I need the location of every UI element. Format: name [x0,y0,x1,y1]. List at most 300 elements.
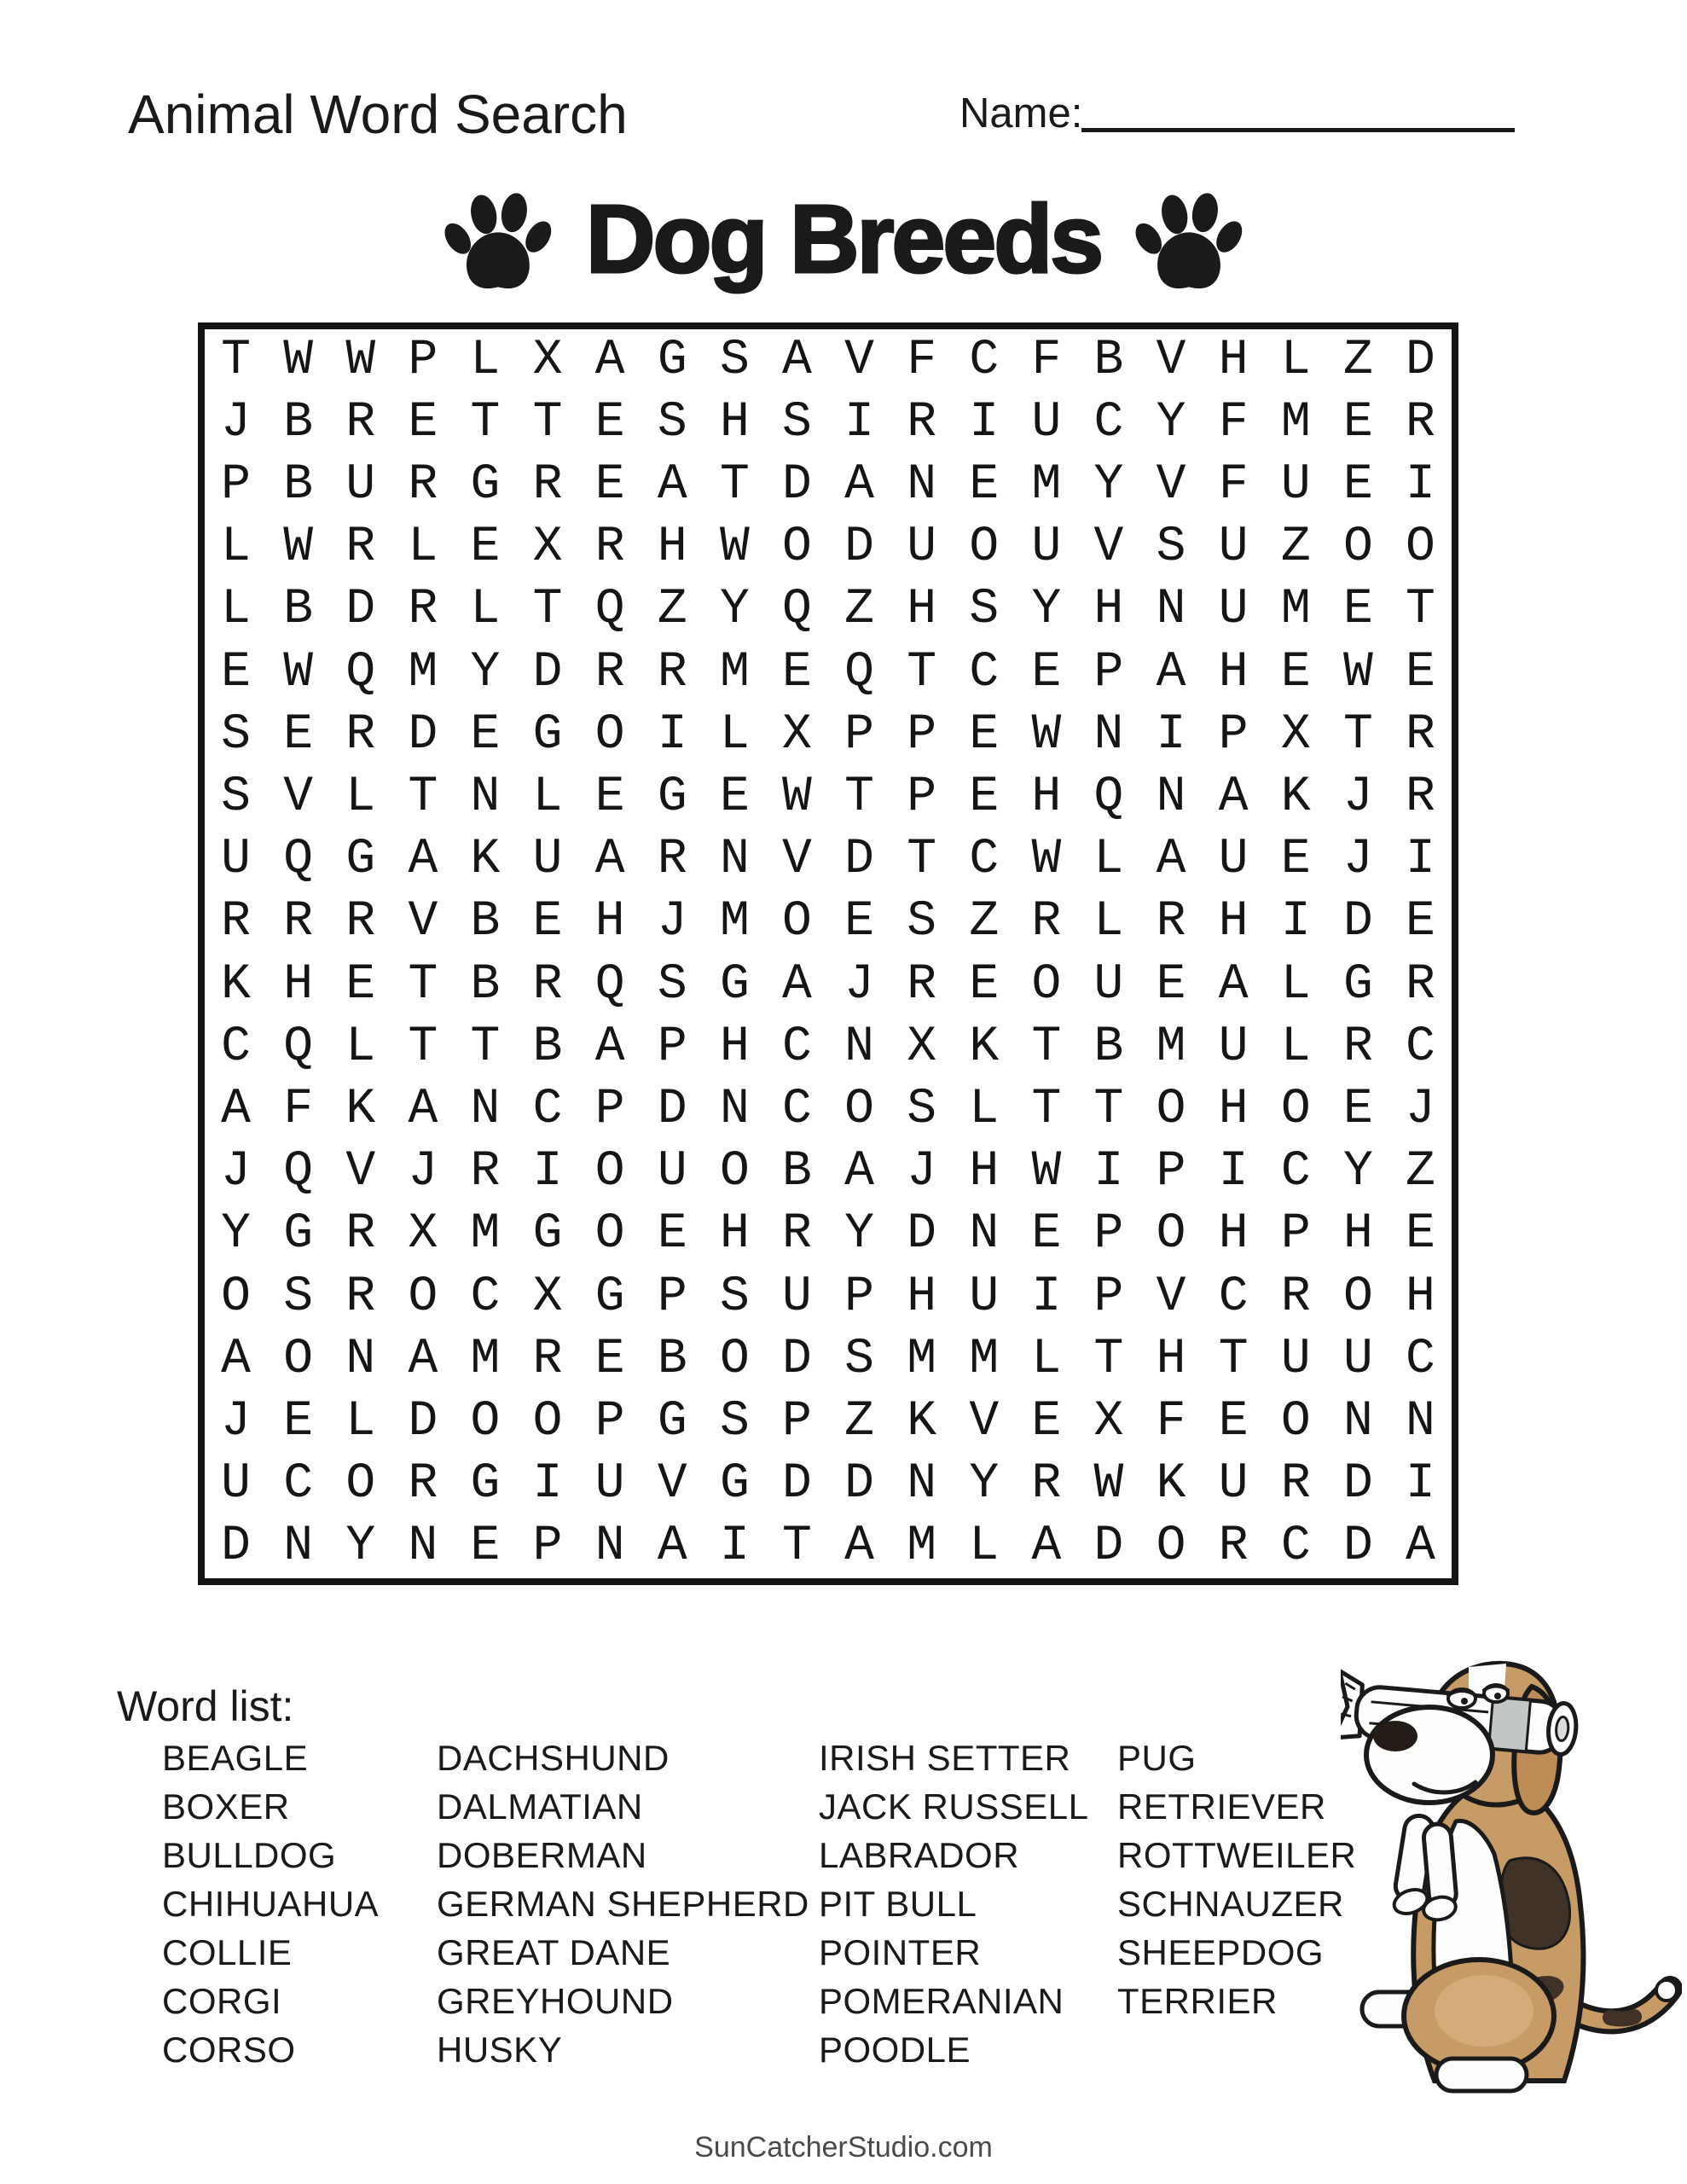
grid-letter: I [657,706,687,763]
grid-letter: R [1406,956,1435,1013]
grid-letter: S [719,1393,750,1449]
grid-letter: A [844,1144,874,1200]
grid-letter: M [1031,456,1062,513]
grid-letter: O [969,520,1000,576]
grid-letter: B [283,456,314,513]
grid-letter: V [1156,332,1186,388]
grid-letter: W [345,332,376,388]
grid-letter: K [470,832,501,888]
grid-letter: T [1093,1331,1124,1387]
grid-letter: V [969,1393,1000,1449]
grid-letter: D [657,1081,687,1137]
grid-letter: V [345,1144,376,1200]
grid-letter: E [594,456,625,513]
grid-letter: R [1342,1019,1373,1075]
grid-letter: O [221,1269,251,1325]
grid-letter: M [719,644,750,700]
grid-letter: A [657,1519,687,1575]
grid-letter: R [532,1331,563,1387]
grid-letter: C [1218,1269,1249,1325]
grid-letter: N [1342,1393,1373,1449]
grid-letter: W [1031,706,1062,763]
grid-letter: T [719,456,750,513]
word-list-item: BOXER [162,1786,290,1827]
grid-letter: D [1342,1519,1373,1575]
word-list-item: JACK RUSSELL [819,1786,1089,1827]
grid-letter: E [969,456,1000,513]
puzzle-title-row [0,179,1687,299]
grid-letter: D [1342,1456,1373,1513]
grid-letter: T [470,1019,501,1075]
grid-letter: E [969,706,1000,763]
grid-letter: T [1031,1019,1062,1075]
grid-letter: I [1218,1144,1249,1200]
grid-letter: K [1156,1456,1186,1513]
grid-letter: E [283,706,314,763]
grid-letter: O [1342,520,1373,576]
grid-letter: B [1093,1019,1124,1075]
grid-letter: R [907,394,937,450]
grid-letter: F [1218,394,1249,450]
grid-letter: F [1156,1393,1186,1449]
grid-letter: E [1342,582,1373,638]
grid-letter: T [1218,1331,1249,1387]
grid-letter: L [345,1019,376,1075]
grid-letter: A [594,1019,625,1075]
grid-letter: Q [594,956,625,1013]
grid-letter: H [1156,1331,1186,1387]
grid-letter: E [1406,894,1435,950]
grid-letter: T [408,956,438,1013]
word-list-item: GERMAN SHEPHERD [437,1884,809,1924]
grid-letter: E [1280,832,1311,888]
grid-letter: S [1156,520,1186,576]
grid-letter: M [907,1331,937,1387]
puzzle-title: Dog Breeds [585,185,1102,293]
grid-letter: T [532,582,563,638]
grid-letter: G [657,332,687,388]
grid-letter: U [1218,1456,1249,1513]
grid-letter: Q [782,582,812,638]
grid-letter: A [594,332,625,388]
grid-letter: E [969,769,1000,825]
grid-letter: G [283,1206,314,1263]
grid-letter: G [1342,956,1373,1013]
grid-letter: I [1093,1144,1124,1200]
grid-letter: H [1406,1269,1435,1325]
grid-letter: W [283,520,314,576]
grid-letter: H [1218,332,1249,388]
grid-letter: L [345,1393,376,1449]
grid-letter: R [283,894,314,950]
grid-letter: R [594,520,625,576]
grid-letter: H [594,894,625,950]
grid-letter: E [1406,644,1435,700]
grid-letter: O [719,1331,750,1387]
grid-letter: E [1406,1206,1435,1263]
grid-letter: O [1031,956,1062,1013]
grid-letter: F [283,1081,314,1137]
grid-letter: R [782,1206,812,1263]
grid-letter: V [1093,520,1124,576]
paw-icon [444,189,552,299]
grid-letter: O [1156,1206,1186,1263]
grid-letter: O [1156,1519,1186,1575]
grid-letter: T [844,769,874,825]
word-list-label: Word list: [117,1682,294,1730]
grid-letter: E [594,394,625,450]
grid-letter: E [782,644,812,700]
grid-letter: G [470,1456,501,1513]
grid-letter: E [1031,1393,1062,1449]
grid-letter: K [1280,769,1311,825]
grid-letter: N [408,1519,438,1575]
grid-letter: P [1156,1144,1186,1200]
grid-letter: L [719,706,750,763]
grid-letter: Q [594,582,625,638]
grid-letter: U [657,1144,687,1200]
grid-letter: M [1156,1019,1186,1075]
grid-letter: N [719,832,750,888]
grid-letter: M [907,1519,937,1575]
grid-letter: T [1342,706,1373,763]
grid-letter: J [221,394,251,450]
letter-grid [198,322,1458,1585]
grid-letter: P [1093,1269,1124,1325]
grid-letter: C [283,1456,314,1513]
grid-letter: O [470,1393,501,1449]
page-title: Animal Word Search [128,84,628,145]
grid-letter: T [408,769,438,825]
grid-letter: A [1406,1519,1435,1575]
word-list-item: CORSO [162,2030,296,2070]
grid-letter: Y [1093,456,1124,513]
grid-letter: A [1218,769,1249,825]
grid-letter: A [1218,956,1249,1013]
grid-letter: Z [969,894,1000,950]
grid-letter: U [1218,1019,1249,1075]
grid-letter: M [1280,582,1311,638]
grid-letter: H [1093,582,1124,638]
grid-letter: Y [221,1206,251,1263]
grid-letter: M [470,1206,501,1263]
grid-letter: R [594,644,625,700]
word-list-column [1117,1740,1356,2032]
grid-letter: E [719,769,750,825]
grid-letter: Y [1156,394,1186,450]
grid-letter: H [719,1206,750,1263]
grid-letter: L [470,332,501,388]
grid-letter: R [1406,769,1435,825]
grid-letter: G [719,956,750,1013]
word-list-column [819,1740,1088,2081]
grid-letter: S [719,1269,750,1325]
grid-letter: A [408,1331,438,1387]
grid-letter: N [907,456,937,513]
grid-letter: I [1406,456,1435,513]
grid-letter: K [907,1393,937,1449]
grid-letter: X [1280,706,1311,763]
grid-letter: L [1280,332,1311,388]
grid-letter: U [594,1456,625,1513]
grid-letter: D [1342,894,1373,950]
word-list-item: TERRIER [1117,1981,1278,2021]
grid-letter: C [782,1019,812,1075]
grid-letter: P [907,769,937,825]
grid-letter: A [594,832,625,888]
grid-letter: C [969,644,1000,700]
grid-letter: A [844,1519,874,1575]
grid-letter: E [1156,956,1186,1013]
grid-letter: O [1342,1269,1373,1325]
grid-letter: J [1342,769,1373,825]
grid-letter: U [1280,1331,1311,1387]
grid-letter: O [532,1393,563,1449]
word-list-item: PIT BULL [819,1884,977,1924]
grid-letter: Y [1342,1144,1373,1200]
grid-letter: T [1406,582,1435,638]
grid-letter: A [408,1081,438,1137]
grid-letter: T [408,1019,438,1075]
grid-letter: W [1031,832,1062,888]
name-underline [1081,90,1515,132]
grid-letter: A [1156,644,1186,700]
grid-letter: N [594,1519,625,1575]
grid-letter: G [594,1269,625,1325]
grid-letter: E [470,520,501,576]
grid-letter: H [969,1144,1000,1200]
grid-letter: G [657,769,687,825]
grid-letter: R [345,394,376,450]
grid-letter: H [1218,1206,1249,1263]
word-list-item: DALMATIAN [437,1786,643,1827]
grid-letter: E [844,894,874,950]
grid-letter: U [1031,520,1062,576]
grid-letter: L [1280,1019,1311,1075]
grid-letter: O [1406,520,1435,576]
grid-letter: A [1031,1519,1062,1575]
grid-letter: D [782,1456,812,1513]
grid-letter: O [782,894,812,950]
grid-letter: J [221,1393,251,1449]
grid-letter: E [470,1519,501,1575]
grid-letter: V [1156,1269,1186,1325]
grid-letter: N [1156,769,1186,825]
grid-letter: R [1406,706,1435,763]
word-list-item: BULLDOG [162,1835,337,1875]
word-list-item: LABRADOR [819,1835,1020,1875]
grid-letter: E [1342,456,1373,513]
paw-icon [1135,189,1243,299]
grid-letter: M [1280,394,1311,450]
grid-letter: W [283,332,314,388]
grid-letter: B [470,956,501,1013]
grid-letter: D [1093,1519,1124,1575]
grid-letter: U [1218,582,1249,638]
grid-letter: X [782,706,812,763]
grid-letter: P [594,1393,625,1449]
grid-letter: D [782,1331,812,1387]
grid-letter: E [408,394,438,450]
grid-letter: B [1093,332,1124,388]
grid-letter: R [221,894,251,950]
grid-letter: R [345,1206,376,1263]
grid-letter: B [470,894,501,950]
word-list-item: SHEEPDOG [1117,1932,1325,1972]
grid-letter: P [844,706,874,763]
grid-letter: U [345,456,376,513]
grid-letter: T [532,394,563,450]
word-list-item: POMERANIAN [819,1981,1064,2021]
grid-letter: O [782,520,812,576]
grid-letter: K [969,1019,1000,1075]
grid-letter: E [657,1206,687,1263]
grid-letter: P [844,1269,874,1325]
grid-letter: Z [1342,332,1373,388]
grid-letter: A [782,956,812,1013]
grid-letter: H [1342,1206,1373,1263]
grid-letter: X [1093,1393,1124,1449]
grid-letter: S [283,1269,314,1325]
grid-letter: C [969,332,1000,388]
word-list-item: COLLIE [162,1932,293,1972]
grid-letter: D [345,582,376,638]
grid-letter: A [1156,832,1186,888]
grid-letter: G [657,1393,687,1449]
grid-letter: D [844,832,874,888]
grid-letter: L [1031,1331,1062,1387]
grid-letter: J [408,1144,438,1200]
grid-letter: I [719,1519,750,1575]
grid-letter: L [969,1081,1000,1137]
grid-letter: D [844,1456,874,1513]
grid-letter: U [532,832,563,888]
grid-letter: I [1280,894,1311,950]
grid-letter: H [1218,894,1249,950]
word-list-item: DOBERMAN [437,1835,647,1875]
grid-letter: O [1156,1081,1186,1137]
grid-letter: M [408,644,438,700]
grid-letter: O [1280,1393,1311,1449]
grid-letter: R [408,456,438,513]
word-list-item: IRISH SETTER [819,1738,1071,1778]
grid-letter: Z [844,582,874,638]
grid-letter: A [844,456,874,513]
grid-letter: K [221,956,251,1013]
grid-letter: Y [1031,582,1062,638]
grid-letter: M [719,894,750,950]
grid-letter: P [1218,706,1249,763]
grid-letter: L [221,520,251,576]
grid-letter: O [345,1456,376,1513]
grid-letter: G [345,832,376,888]
grid-letter: X [408,1206,438,1263]
grid-letter: Y [470,644,501,700]
grid-letter: R [657,832,687,888]
grid-letter: R [345,520,376,576]
grid-letter: O [594,1144,625,1200]
grid-letter: D [782,456,812,513]
grid-letter: S [844,1331,874,1387]
grid-letter: A [782,332,812,388]
grid-letter: Y [719,582,750,638]
grid-letter: Z [1406,1144,1435,1200]
grid-letter: P [782,1393,812,1449]
grid-letter: S [719,332,750,388]
word-list-item: BEAGLE [162,1738,309,1778]
grid-letter: L [969,1519,1000,1575]
grid-letter: Q [283,1019,314,1075]
grid-letter: E [969,956,1000,1013]
grid-letter: R [345,1269,376,1325]
grid-letter: O [283,1331,314,1387]
grid-letter: S [221,769,251,825]
grid-letter: U [907,520,937,576]
grid-letter: P [1280,1206,1311,1263]
grid-letter: J [1342,832,1373,888]
grid-letter: R [1156,894,1186,950]
grid-letter: V [283,769,314,825]
footer-credit: SunCatcherStudio.com [694,2131,993,2164]
grid-letter: N [283,1519,314,1575]
grid-letter: E [594,1331,625,1387]
grid-letter: I [844,394,874,450]
grid-letter: P [907,706,937,763]
grid-letter: I [969,394,1000,450]
grid-letter: H [907,1269,937,1325]
grid-letter: C [1093,394,1124,450]
grid-letter: P [1093,1206,1124,1263]
grid-letter: V [1156,456,1186,513]
grid-letter: J [844,956,874,1013]
grid-letter: D [408,706,438,763]
grid-letter: H [907,582,937,638]
grid-letter: U [1218,832,1249,888]
grid-letter: Z [657,582,687,638]
grid-letter: E [594,769,625,825]
grid-letter: C [1406,1019,1435,1075]
grid-letter: U [1280,456,1311,513]
grid-letter: R [532,456,563,513]
grid-letter: O [719,1144,750,1200]
grid-letter: R [1031,894,1062,950]
grid-letter: K [345,1081,376,1137]
grid-letter: N [969,1206,1000,1263]
name-label: Name: [959,90,1083,136]
grid-letter: Y [969,1456,1000,1513]
word-list-column [437,1740,809,2081]
grid-letter: N [470,1081,501,1137]
grid-letter: C [1406,1331,1435,1387]
grid-letter: G [532,1206,563,1263]
word-list-item: ROTTWEILER [1117,1835,1357,1875]
grid-letter: C [969,832,1000,888]
grid-letter: Y [345,1519,376,1575]
grid-letter: N [470,769,501,825]
grid-letter: W [1031,1144,1062,1200]
grid-letter: L [1280,956,1311,1013]
grid-letter: J [907,1144,937,1200]
grid-letter: X [532,332,563,388]
grid-letter: N [345,1331,376,1387]
grid-letter: H [1031,769,1062,825]
grid-letter: N [719,1081,750,1137]
grid-letter: T [221,332,251,388]
grid-letter: V [408,894,438,950]
grid-letter: R [345,894,376,950]
grid-letter: R [345,706,376,763]
grid-letter: U [1031,394,1062,450]
